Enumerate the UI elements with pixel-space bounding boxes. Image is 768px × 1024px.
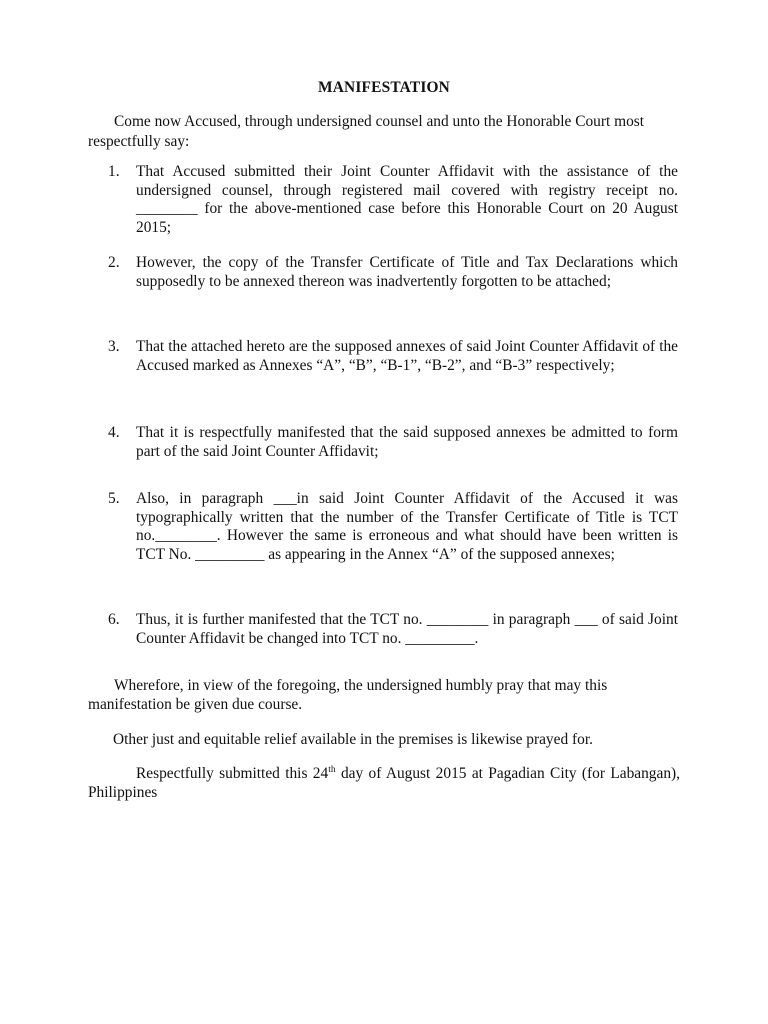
intro-paragraph: Come now Accused, through undersigned counsel and unto the Honorable Court most respectfully say: <box>88 113 645 150</box>
document-title: MANIFESTATION <box>317 79 450 96</box>
item-text: That Accused submitted their Joint Counter Affidavit with the assistance of the undersigned counsel, through registered mail covered with registry receipt no. ________ for the above-mentioned case before this Honorable Court on 20 August 2015; <box>136 163 678 236</box>
submission-paragraph <box>88 765 680 802</box>
item-text: Also, in paragraph ___in said Joint Counter Affidavit of the Accused it was typographically written that the number of the Transfer Certificate of Title is TCT no.________. However the same is erroneous and what should have been written is TCT No. _________ as appearing in the Annex “A” of the supposed annexes; <box>136 490 678 563</box>
item-number: 2. <box>108 254 120 271</box>
list-item <box>108 338 678 375</box>
list-item <box>108 611 678 648</box>
ordinal-suffix: th <box>328 765 336 775</box>
list-item <box>108 254 678 291</box>
list-item <box>108 490 678 564</box>
wherefore-paragraph: Wherefore, in view of the foregoing, the undersigned humbly pray that may this manifestation be given due course. <box>88 677 608 713</box>
item-number: 3. <box>108 338 120 355</box>
item-number: 5. <box>108 490 120 507</box>
item-text: That it is respectfully manifested that the said supposed annexes be admitted to form part of the said Joint Counter Affidavit; <box>136 424 678 460</box>
item-text: However, the copy of the Transfer Certificate of Title and Tax Declarations which supposedly to be annexed thereon was inadvertently forgotten to be attached; <box>136 254 678 290</box>
item-number: 4. <box>108 424 120 441</box>
item-number: 6. <box>108 611 120 628</box>
list-item <box>108 424 678 461</box>
item-number: 1. <box>108 163 120 180</box>
item-text: Thus, it is further manifested that the TCT no. ________ in paragraph ___ of said Joint Counter Affidavit be changed into TCT no. _________. <box>136 611 678 647</box>
item-text: That the attached hereto are the supposed annexes of said Joint Counter Affidavit of the Accused marked as Annexes “A”, “B”, “B-1”, “B-2”, and “B-3” respectively; <box>136 338 678 374</box>
other-relief-paragraph: Other just and equitable relief available in the premises is likewise prayed for. <box>113 731 593 748</box>
submission-text-end: day of August 2015 at Pagadian City (for Labangan), Philippines <box>88 765 680 801</box>
list-item <box>108 163 678 237</box>
submission-text-start: Respectfully submitted this 24 <box>136 765 329 782</box>
